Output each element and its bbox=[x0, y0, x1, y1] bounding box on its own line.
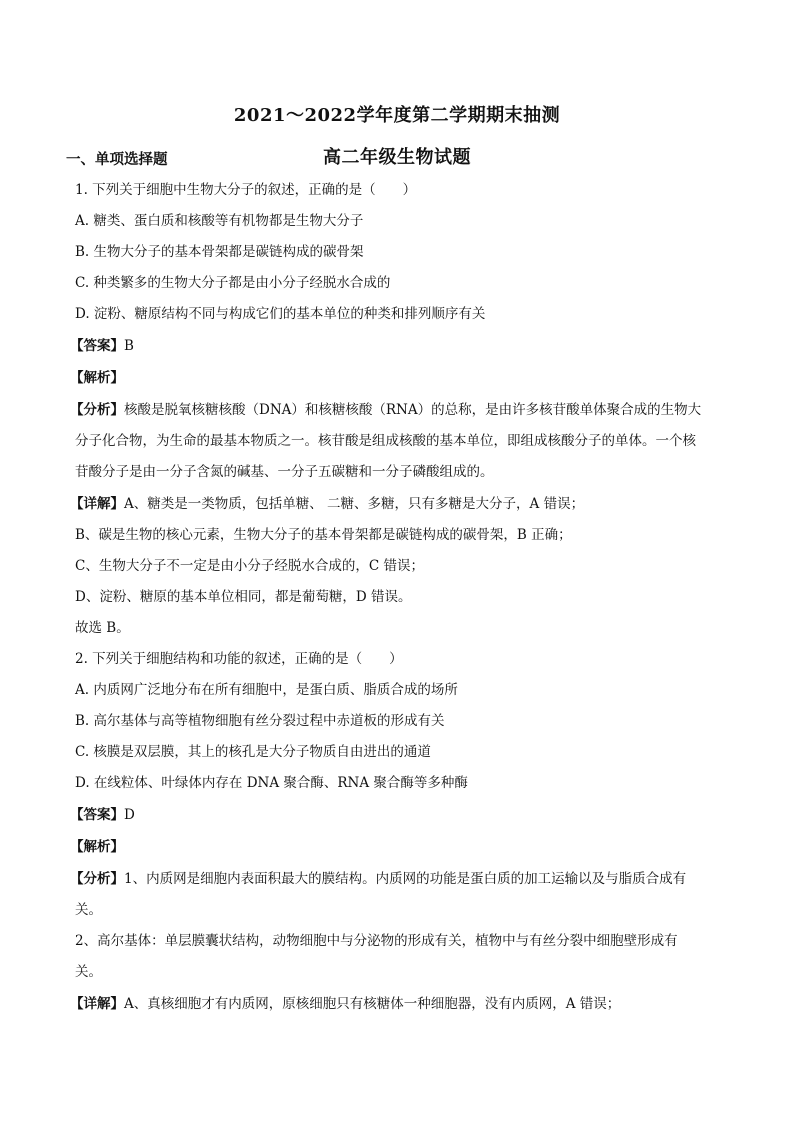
question-1-xiangjie-line-2: B、碳是生物的核心元素，生物大分子的基本骨架都是碳链构成的碳骨架，B 正确； bbox=[75, 527, 572, 543]
question-2-option-a: A. 内质网广泛地分布在所有细胞中，是蛋白质、脂质合成的场所 bbox=[75, 682, 458, 698]
question-1-analysis-tag: 【解析】 bbox=[70, 370, 124, 386]
question-2-xiangjie-line-1: 【详解】A、真核细胞才有内质网，原核细胞只有核糖体一种细胞器，没有内质网，A 错误； bbox=[70, 996, 621, 1012]
question-2-answer bbox=[70, 805, 720, 825]
xiangjie-tag: 【详解】 bbox=[70, 996, 124, 1012]
question-1-fenxi-line-3: 苷酸分子是由一分子含氮的碱基、一分子五碳糖和一分子磷酸组成的。 bbox=[75, 464, 494, 480]
question-2-fenxi-line-4: 关。 bbox=[75, 964, 102, 980]
question-2-option-d: D. 在线粒体、叶绿体内存在 DNA 聚合酶、RNA 聚合酶等多种酶 bbox=[75, 775, 468, 791]
question-2-fenxi-line-3: 2、高尔基体：单层膜囊状结构，动物细胞中与分泌物的形成有关，植物中与有丝分裂中细胞壁形成有 bbox=[75, 933, 678, 949]
question-1-option-b: B. 生物大分子的基本骨架都是碳链构成的碳骨架 bbox=[75, 244, 364, 260]
question-2-analysis-tag: 【解析】 bbox=[70, 839, 124, 855]
question-1-conclusion: 故选 B。 bbox=[75, 620, 130, 636]
question-1-xiangjie-line-3: C、生物大分子不一定是由小分子经脱水合成的，C 错误； bbox=[75, 558, 424, 574]
question-2-fenxi-line-2: 关。 bbox=[75, 902, 102, 918]
question-1-fenxi-line-2: 分子化合物，为生命的最基本物质之一。核苷酸是组成核酸的基本单位，即组成核酸分子的单体。一个核 bbox=[75, 433, 696, 449]
question-1-stem: 1. 下列关于细胞中生物大分子的叙述，正确的是（ ） bbox=[75, 182, 417, 198]
question-1-xiangjie-line-1: 【详解】A、糖类是一类物质，包括单糖、 二糖、多糖，只有多糖是大分子，A 错误； bbox=[70, 496, 585, 512]
document-subtitle: 高二年级生物试题 bbox=[323, 147, 471, 168]
question-1-option-d: D. 淀粉、糖原结构不同与构成它们的基本单位的种类和排列顺序有关 bbox=[75, 306, 486, 322]
answer-tag: 【答案】 bbox=[70, 807, 124, 823]
answer-tag: 【答案】 bbox=[70, 338, 124, 354]
fenxi-tag: 【分析】 bbox=[70, 402, 124, 418]
answer-value: B bbox=[124, 338, 134, 354]
question-1-xiangjie-line-4: D、淀粉、糖原的基本单位相同，都是葡萄糖，D 错误。 bbox=[75, 589, 412, 605]
answer-value: D bbox=[124, 807, 135, 823]
question-2-stem: 2. 下列关于细胞结构和功能的叙述，正确的是（ ） bbox=[75, 651, 403, 667]
fenxi-tag: 【分析】 bbox=[70, 871, 124, 887]
question-2-option-c: C. 核膜是双层膜，其上的核孔是大分子物质自由进出的通道 bbox=[75, 744, 431, 760]
question-1-answer bbox=[70, 336, 720, 356]
document-title: 2021～2022学年度第二学期期末抽测 bbox=[233, 105, 561, 126]
question-1-option-a: A. 糖类、蛋白质和核酸等有机物都是生物大分子 bbox=[75, 213, 364, 229]
question-2-fenxi-line-1: 【分析】1、内质网是细胞内表面积最大的膜结构。内质网的功能是蛋白质的加工运输以及与脂质合成有 bbox=[70, 871, 687, 887]
xiangjie-tag: 【详解】 bbox=[70, 496, 124, 512]
question-1-option-c: C. 种类繁多的生物大分子都是由小分子经脱水合成的 bbox=[75, 275, 391, 291]
section-heading: 一、单项选择题 bbox=[66, 151, 168, 168]
question-1-fenxi-line-1: 【分析】核酸是脱氧核糖核酸（DNA）和核糖核酸（RNA）的总称，是由许多核苷酸单体聚合成的生物大 bbox=[70, 402, 702, 418]
question-2-option-b: B. 高尔基体与高等植物细胞有丝分裂过程中赤道板的形成有关 bbox=[75, 713, 445, 729]
